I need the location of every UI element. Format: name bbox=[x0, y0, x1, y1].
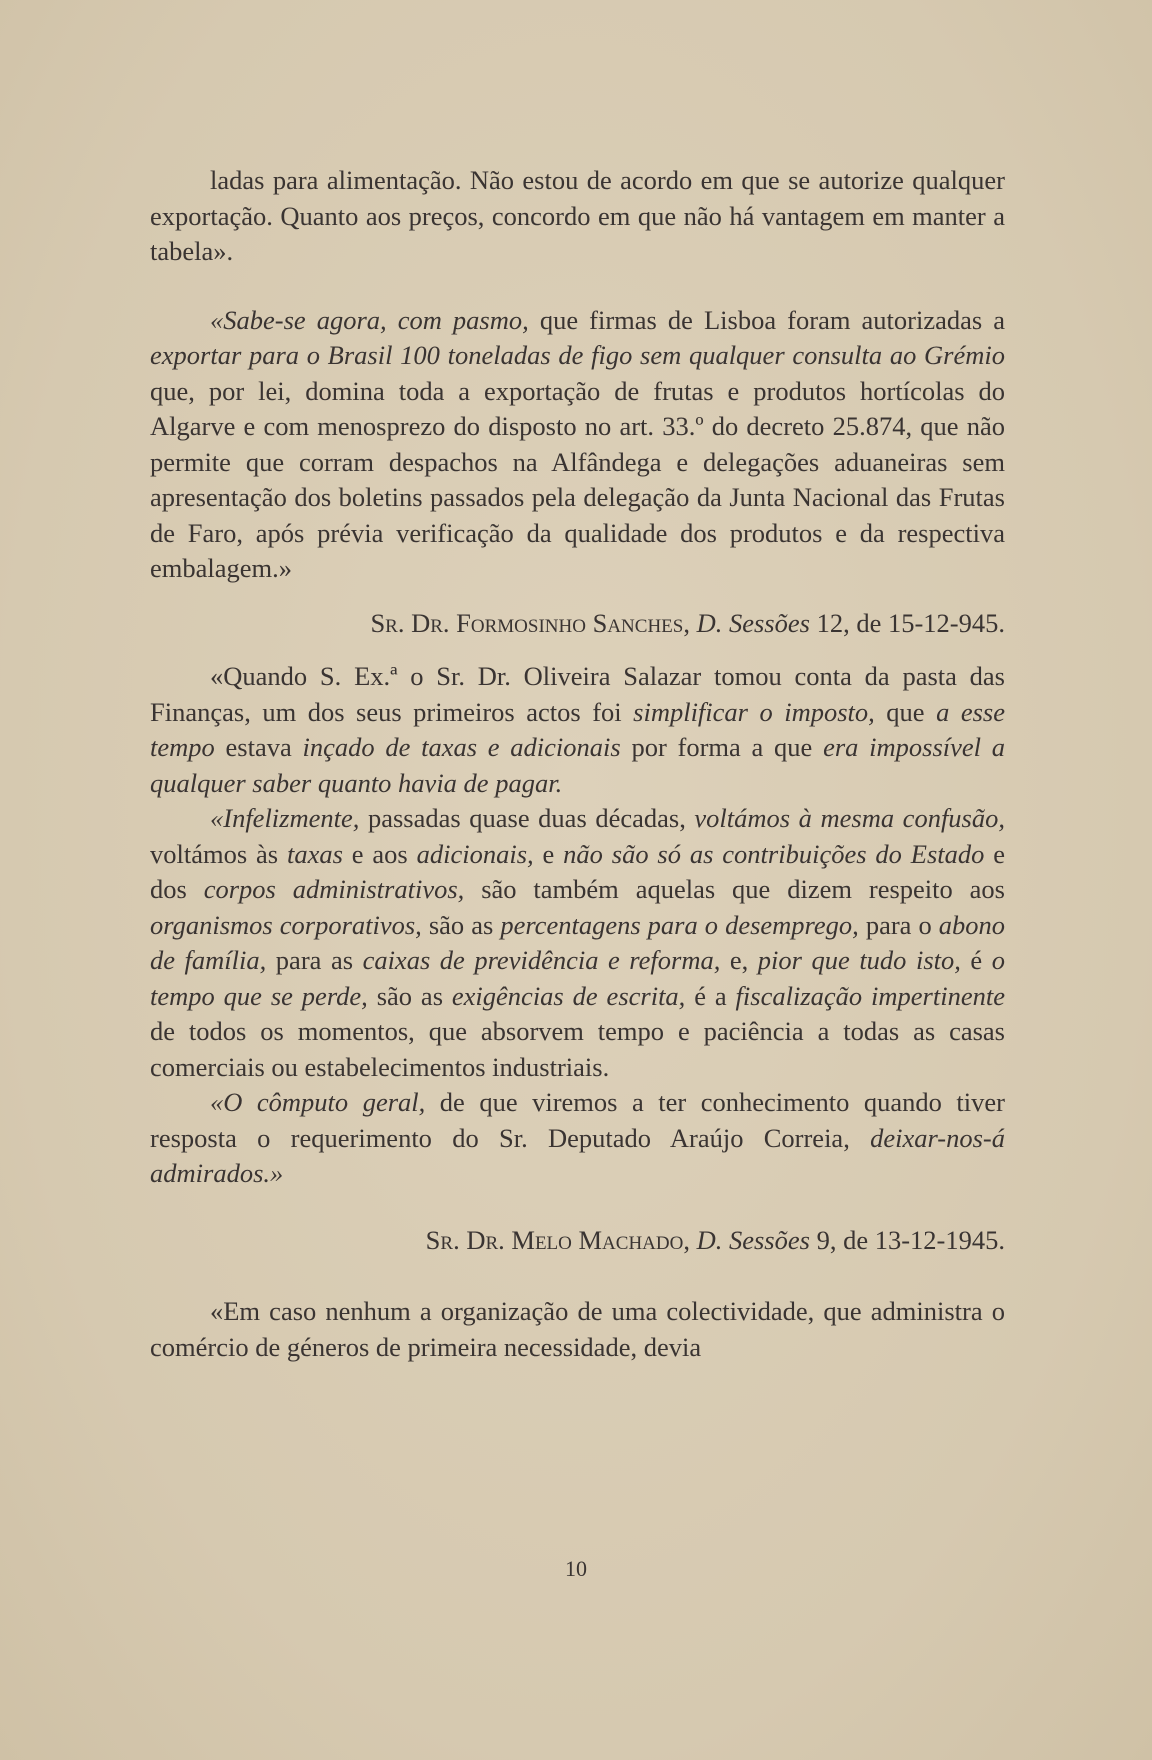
paragraph-continuation: ladas para alimentação. Não estou de acordo em que se autorize qualquer exportação. Quanto aos preços, concordo em que não há vantagem em manter a tabela». bbox=[150, 165, 1005, 266]
signature-formosinho-sanches: Sr. Dr. Formosinho Sanches, D. Sessões 12, de 15-12-945. bbox=[370, 607, 1005, 638]
quote-paragraph-5: «Em caso nenhum a organização de uma colectividade, que administra o comércio de géneros de primeira necessidade, devia bbox=[150, 1296, 1005, 1362]
quote-paragraph-1: «Sabe-se agora, com pasmo, que firmas de Lisboa foram autorizadas a exportar para o Brasil 100 toneladas de figo sem qualquer consulta ao Grémio que, por lei, domina toda a exportação de frutas e produtos hortícolas do Algarve e com menosprezo do disposto no art. 33.º do decreto 25.874, que não permite que corram despachos na Alfândega e delegações aduaneiras sem apresentação dos boletins passados pela delegação da Junta Nacional das Frutas de Faro, após prévia verificação da qualidade dos produtos e da respectiva embalagem.» bbox=[150, 304, 1005, 583]
signature-melo-machado: Sr. Dr. Melo Machado, D. Sessões 9, de 13-12-1945. bbox=[425, 1224, 1005, 1255]
page-number: 10 bbox=[565, 1556, 587, 1581]
quote-paragraph-4: «O cômputo geral, de que viremos a ter conhecimento quando tiver resposta o requerimento do Sr. Deputado Araújo Correia, deixar-nos-á admirados.» bbox=[150, 1087, 1005, 1188]
quote-paragraph-3: «Infelizmente, passadas quase duas décadas, voltámos à mesma confusão, voltámos às taxas e aos adicionais, e não são só as contribuições do Estado e dos corpos administrativos, são também aquelas que dizem respeito aos organismos corporativos, são as percentagens para o desemprego, para o abono de família, para as caixas de previdência e reforma, e, pior que tudo isto, é o tempo que se perde, são as exigências de escrita, é a fiscalização impertinente de todos os momentos, que absorvem tempo e paciência a todas as casas comerciais ou estabelecimentos industriais. bbox=[150, 803, 1005, 1082]
body-text bbox=[150, 163, 1005, 1365]
quote-paragraph-2: «Quando S. Ex.ª o Sr. Dr. Oliveira Salazar tomou conta da pasta das Finanças, um dos seus primeiros actos foi simplificar o imposto, que a esse tempo estava inçado de taxas e adicionais por forma a que era impossível a qualquer saber quanto havia de pagar. bbox=[150, 661, 1006, 798]
